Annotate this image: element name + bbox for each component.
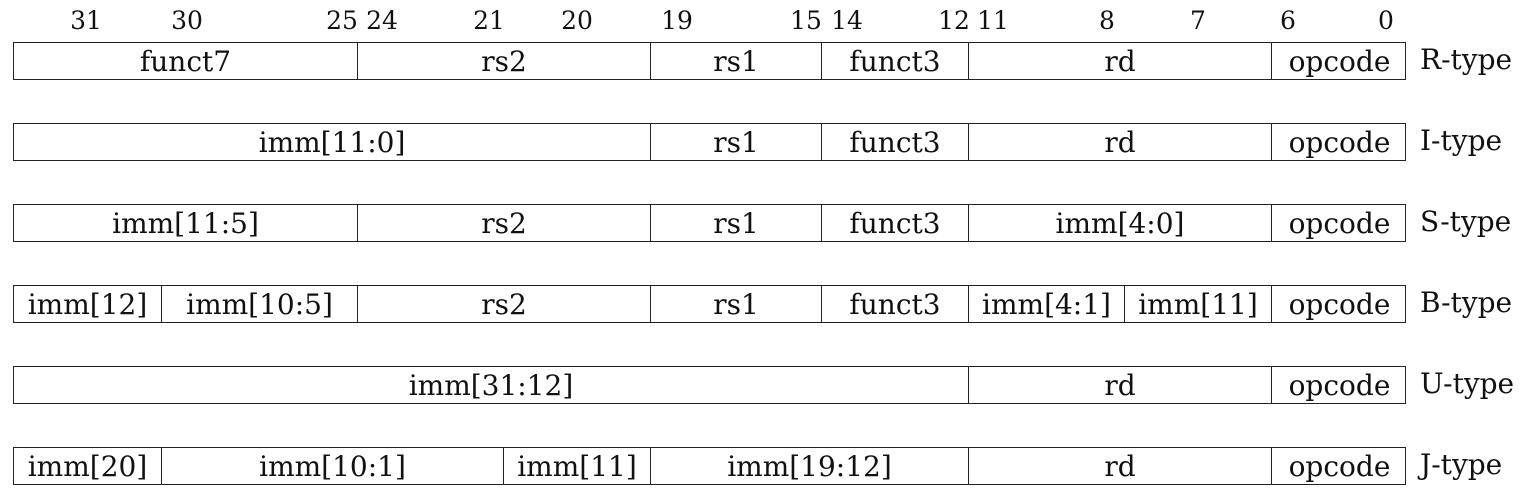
field-rs1: rs1 <box>650 286 821 322</box>
field-funct7: funct7 <box>139 44 232 78</box>
field-opcode: opcode <box>1271 286 1407 322</box>
type-label-j-type: J-type <box>1420 448 1503 481</box>
type-label-i-type: I-type <box>1420 124 1503 157</box>
field-funct3: funct3 <box>821 43 968 79</box>
bit-label-19: 19 <box>661 6 693 35</box>
field-rd: rd <box>968 43 1271 79</box>
bit-label-12: 12 <box>938 6 970 35</box>
bit-label-6: 6 <box>1280 6 1296 35</box>
type-label-u-type: U-type <box>1420 367 1515 400</box>
field-opcode: opcode <box>1271 205 1407 241</box>
field-rs2: rs2 <box>357 43 650 79</box>
field-imm10-1: imm[10:1] <box>161 448 503 484</box>
bit-label-30: 30 <box>171 6 203 35</box>
field-imm11: imm[11] <box>503 448 650 484</box>
type-label-r-type: R-type <box>1420 43 1513 76</box>
field-rd: rd <box>968 124 1271 160</box>
bit-label-31: 31 <box>70 6 102 35</box>
field-opcode: opcode <box>1271 43 1407 79</box>
field-rs2: rs2 <box>357 205 650 241</box>
field-imm11-0: imm[11:0] <box>258 125 406 159</box>
field-imm12: imm[12] <box>27 287 148 321</box>
bit-label-24: 24 <box>366 6 398 35</box>
field-opcode: opcode <box>1271 124 1407 160</box>
field-funct3: funct3 <box>821 286 968 322</box>
field-rs2: rs2 <box>357 286 650 322</box>
type-label-b-type: B-type <box>1420 286 1513 319</box>
format-row-u-type <box>13 366 1406 404</box>
field-imm20: imm[20] <box>27 449 148 483</box>
format-row-s-type <box>13 204 1406 242</box>
type-label-s-type: S-type <box>1420 205 1512 238</box>
field-imm19-12: imm[19:12] <box>650 448 968 484</box>
bit-label-7: 7 <box>1190 6 1206 35</box>
field-funct3: funct3 <box>821 205 968 241</box>
field-imm11: imm[11] <box>1124 286 1271 322</box>
bit-label-8: 8 <box>1099 6 1115 35</box>
field-rd: rd <box>968 367 1271 403</box>
bit-label-14: 14 <box>831 6 863 35</box>
field-opcode: opcode <box>1271 448 1407 484</box>
field-opcode: opcode <box>1271 367 1407 403</box>
field-rs1: rs1 <box>650 124 821 160</box>
field-rs1: rs1 <box>650 205 821 241</box>
format-row-i-type <box>13 123 1406 161</box>
field-rd: rd <box>968 448 1271 484</box>
bit-label-15: 15 <box>790 6 822 35</box>
field-imm4-1: imm[4:1] <box>968 286 1124 322</box>
bit-label-20: 20 <box>561 6 593 35</box>
field-imm11-5: imm[11:5] <box>112 206 259 240</box>
field-imm10-5: imm[10:5] <box>161 286 357 322</box>
bit-label-11: 11 <box>977 6 1009 35</box>
field-funct3: funct3 <box>821 124 968 160</box>
format-row-r-type <box>13 42 1406 80</box>
format-row-j-type <box>13 447 1406 485</box>
field-rs1: rs1 <box>650 43 821 79</box>
bit-label-0: 0 <box>1378 6 1394 35</box>
field-imm4-0: imm[4:0] <box>968 205 1271 241</box>
bit-label-21: 21 <box>473 6 505 35</box>
bit-label-25: 25 <box>326 6 358 35</box>
field-imm31-12: imm[31:12] <box>408 368 574 402</box>
format-row-b-type <box>13 285 1406 323</box>
